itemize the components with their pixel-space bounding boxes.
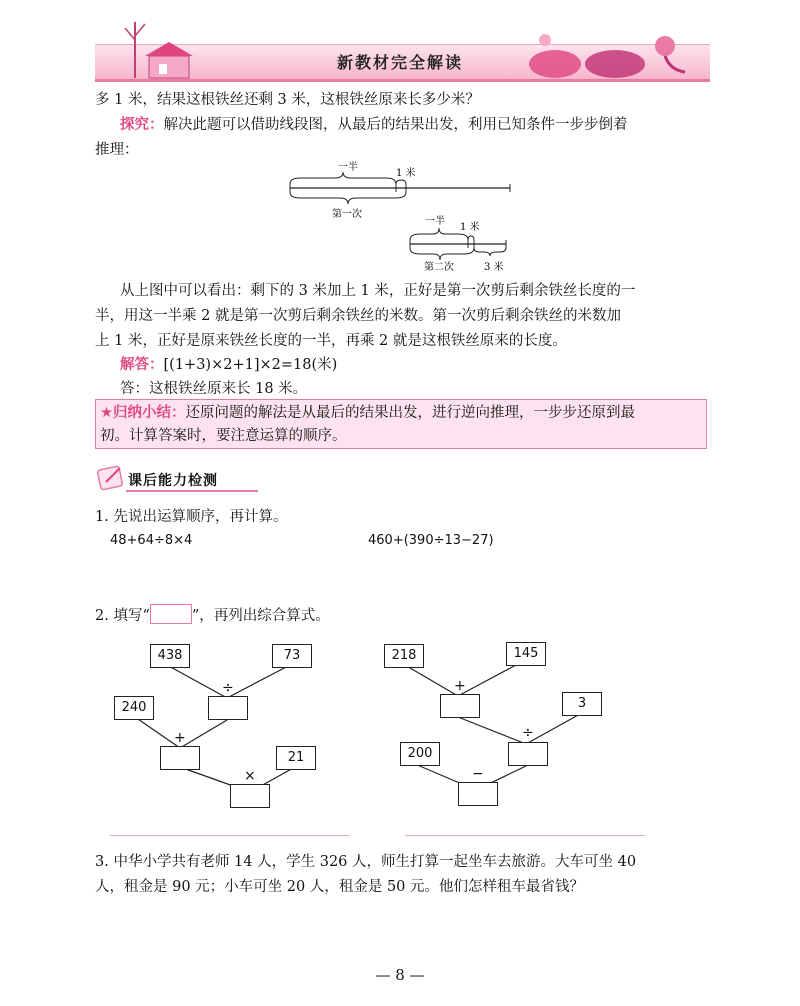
analysis-line-2: 半，用这一半乘 2 就是第一次剪后剩余铁丝的米数。第一次剪后剩余铁丝的米数加 (95, 308, 621, 324)
tree-right-node-145: 145 (506, 642, 546, 666)
page-number: — 8 — (375, 966, 425, 984)
divider-left (110, 835, 350, 836)
label-first: 第一次 (332, 209, 362, 220)
summary-line-2: 初。计算答案时，要注意运算的顺序。 (100, 428, 347, 444)
pencil-note-icon (96, 462, 128, 492)
label-second: 第二次 (424, 262, 454, 273)
tree-left-blank-2[interactable] (160, 746, 200, 770)
tree-right-blank-1[interactable] (440, 694, 480, 718)
analysis-line-1: 从上图中可以看出：剩下的 3 米加上 1 米，正好是第一次剪后剩余铁丝长度的一 (120, 283, 636, 299)
tree-right-op-minus: − (472, 766, 484, 782)
tree-right-node-200: 200 (400, 742, 440, 766)
tree-right-node-3: 3 (562, 692, 602, 716)
q1-expr-a: 48+64÷8×4 (110, 533, 193, 548)
explore-text-2: 推理： (95, 142, 139, 158)
segment-diagram (280, 160, 520, 275)
summary-line-1 (100, 401, 635, 425)
tree-left-lines (100, 640, 350, 810)
solution-answer: 答：这根铁丝原来长 18 米。 (120, 381, 308, 397)
explore-line (120, 113, 628, 137)
tree-left-node-438: 438 (150, 644, 190, 668)
q2-prompt-b: ”，再列出综合算式。 (191, 608, 330, 624)
analysis-line-3: 上 1 米，正好是原来铁丝长度的一半，再乘 2 就是这根铁丝原来的长度。 (95, 333, 567, 349)
label-half-2: 一半 (425, 216, 445, 227)
tree-right-op-plus: + (454, 678, 466, 694)
solution-formula: [(1+3)×2+1]×2=18(米) (163, 357, 338, 373)
section-underline (126, 490, 258, 492)
q1-prompt: 1. 先说出运算顺序，再计算。 (95, 509, 288, 525)
summary-text-1: 还原问题的解法是从最后的结果出发，进行逆向推理，一步步还原到最 (185, 405, 635, 421)
label-one-meter-2: 1 米 (460, 222, 480, 233)
label-half-1: 一半 (338, 162, 358, 173)
section-title: 课后能力检测 (128, 473, 218, 489)
tree-left-node-21: 21 (276, 746, 316, 770)
q3-line-1: 3. 中华小学共有老师 14 人，学生 326 人，师生打算一起坐车去旅游。大车可坐 40 (95, 854, 637, 870)
solution-label: 解答： (120, 357, 164, 373)
q2-prompt-a: 2. 填写“ (95, 608, 150, 624)
tree-left-blank-1[interactable] (208, 696, 248, 720)
tree-left-blank-3[interactable] (230, 784, 270, 808)
q2-prompt (95, 604, 330, 628)
label-three-meter: 3 米 (484, 262, 504, 273)
tree-right-op-div: ÷ (522, 725, 534, 741)
tree-right-node-218: 218 (384, 644, 424, 668)
explore-label: 探究： (120, 117, 164, 133)
header-title: 新教材完全解读 (336, 53, 463, 72)
q3-line-2: 人，租金是 90 元；小车可坐 20 人，租金是 50 元。他们怎样租车最省钱？ (95, 879, 585, 895)
tree-right-blank-2[interactable] (508, 742, 548, 766)
explore-text: 解决此题可以借助线段图，从最后的结果出发，利用已知条件一步步倒着 (163, 117, 628, 133)
tree-left-node-73: 73 (272, 644, 312, 668)
tree-left-op-plus: + (174, 730, 186, 746)
blank-box-sample (150, 604, 192, 624)
tree-left-node-240: 240 (114, 696, 154, 720)
problem-intro: 多 1 米，结果这根铁丝还剩 3 米，这根铁丝原来长多少米？ (95, 92, 480, 108)
q1-expr-b: 460+(390÷13−27) (368, 533, 494, 548)
tree-left-op-div: ÷ (222, 680, 234, 696)
tree-right-blank-3[interactable] (458, 782, 498, 806)
label-one-meter-1: 1 米 (396, 168, 416, 179)
summary-label: ★归纳小结： (100, 405, 186, 421)
solution-line (120, 353, 337, 377)
divider-right (405, 835, 645, 836)
tree-left-op-mul: × (244, 768, 256, 784)
